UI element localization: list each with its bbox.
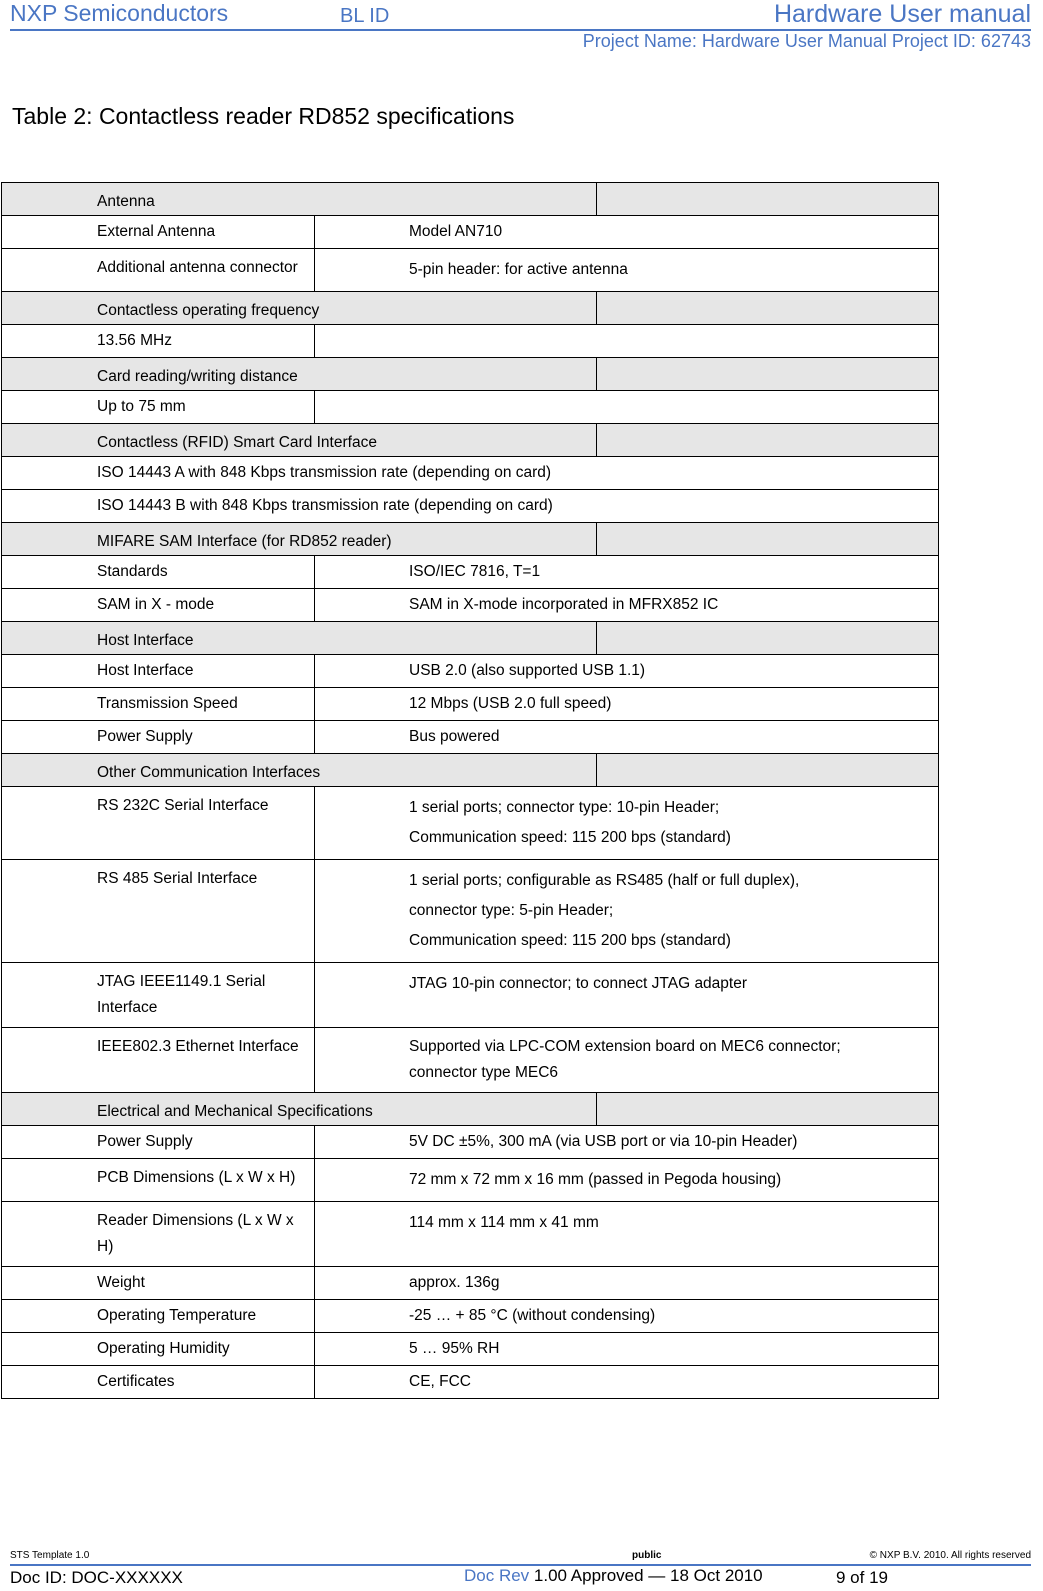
table-row xyxy=(2,490,939,523)
section-empty-cell xyxy=(597,358,939,391)
footer-doc-rev-value: 1.00 Approved — 18 Oct 2010 xyxy=(533,1566,763,1585)
row-label: Up to 75 mm xyxy=(97,398,186,415)
row-value xyxy=(315,1126,938,1151)
value-cell xyxy=(315,860,939,963)
value-line: 5V DC ±5%, 300 mA (via USB port or via 10-pin Header) xyxy=(409,1133,798,1150)
row-label: Host Interface xyxy=(97,662,194,679)
row-label: 13.56 MHz xyxy=(97,332,172,349)
specifications-table xyxy=(1,182,939,1399)
value-cell xyxy=(315,655,939,688)
row-text: ISO 14443 A with 848 Kbps transmission rate (depending on card) xyxy=(97,464,552,481)
row-label: SAM in X - mode xyxy=(97,596,215,613)
value-cell xyxy=(315,1300,939,1333)
row-value xyxy=(315,1159,938,1201)
value-line: CE, FCC xyxy=(409,1373,471,1390)
label-cell xyxy=(2,963,315,1028)
value-line: ISO/IEC 7816, T=1 xyxy=(409,563,541,580)
row-label: Certificates xyxy=(97,1373,175,1390)
header-title: Hardware User manual xyxy=(773,0,1031,28)
value-line: SAM in X-mode incorporated in MFRX852 IC xyxy=(409,596,719,613)
row-value xyxy=(315,1333,938,1358)
table-row xyxy=(2,391,939,424)
value-line: connector type MEC6 xyxy=(409,1064,559,1081)
value-cell xyxy=(315,688,939,721)
section-header-row xyxy=(2,754,939,787)
label-cell xyxy=(2,860,315,963)
row-label: IEEE802.3 Ethernet Interface xyxy=(97,1038,299,1055)
value-line: Supported via LPC-COM extension board on MEC6 connector; xyxy=(409,1038,841,1055)
row-value xyxy=(315,391,938,398)
value-cell xyxy=(315,1366,939,1399)
row-value xyxy=(315,1028,938,1092)
section-title: Antenna xyxy=(97,193,155,210)
section-header-row xyxy=(2,183,939,216)
table-row xyxy=(2,787,939,860)
row-value xyxy=(315,1202,938,1244)
value-line: Model AN710 xyxy=(409,223,503,240)
value-cell xyxy=(315,963,939,1028)
section-title-cell xyxy=(2,183,597,216)
value-line: JTAG 10-pin connector; to connect JTAG adapter xyxy=(409,975,748,992)
section-empty-cell xyxy=(597,292,939,325)
value-line: USB 2.0 (also supported USB 1.1) xyxy=(409,662,646,679)
section-title-cell xyxy=(2,1093,597,1126)
row-label: Reader Dimensions (L x W x H) xyxy=(97,1212,294,1255)
row-value xyxy=(315,325,938,332)
value-cell xyxy=(315,1159,939,1202)
value-line: 5 … 95% RH xyxy=(409,1340,500,1357)
value-cell xyxy=(315,787,939,860)
table-row xyxy=(2,325,939,358)
row-text: ISO 14443 B with 848 Kbps transmission rate (depending on card) xyxy=(97,497,553,514)
row-value xyxy=(315,1267,938,1292)
label-cell xyxy=(2,325,315,358)
row-label: Power Supply xyxy=(97,728,193,745)
table-row xyxy=(2,457,939,490)
row-label: Operating Humidity xyxy=(97,1340,230,1357)
footer-doc-rev xyxy=(464,1566,763,1586)
label-cell xyxy=(2,391,315,424)
table-caption: Table 2: Contactless reader RD852 specifications xyxy=(12,103,515,129)
section-title-cell xyxy=(2,424,597,457)
section-empty-cell xyxy=(597,183,939,216)
table-row xyxy=(2,688,939,721)
section-title: Contactless operating frequency xyxy=(97,302,320,319)
row-value xyxy=(315,963,938,1005)
value-line: approx. 136g xyxy=(409,1274,500,1291)
label-cell xyxy=(2,249,315,292)
section-title-cell xyxy=(2,358,597,391)
value-cell xyxy=(315,556,939,589)
section-title: Electrical and Mechanical Specifications xyxy=(97,1103,373,1120)
row-value xyxy=(315,556,938,581)
value-cell xyxy=(315,249,939,292)
section-empty-cell xyxy=(597,523,939,556)
section-empty-cell xyxy=(597,1093,939,1126)
label-cell xyxy=(2,556,315,589)
header-project-line: Project Name: Hardware User Manual Project ID: 62743 xyxy=(582,31,1031,51)
section-title-cell xyxy=(2,622,597,655)
value-line: Communication speed: 115 200 bps (standard) xyxy=(409,829,731,846)
table-row xyxy=(2,655,939,688)
value-cell xyxy=(315,1126,939,1159)
section-header-row xyxy=(2,1093,939,1126)
label-cell xyxy=(2,1202,315,1267)
row-label: PCB Dimensions (L x W x H) xyxy=(97,1169,296,1186)
row-value xyxy=(315,1300,938,1325)
row-value xyxy=(315,721,938,746)
row-value xyxy=(315,787,938,859)
label-cell xyxy=(2,1028,315,1093)
value-line: Bus powered xyxy=(409,728,500,745)
section-title-cell xyxy=(2,754,597,787)
label-cell xyxy=(2,1159,315,1202)
value-cell xyxy=(315,721,939,754)
value-cell xyxy=(315,1267,939,1300)
value-cell xyxy=(315,391,939,424)
section-title-cell xyxy=(2,292,597,325)
section-header-row xyxy=(2,424,939,457)
row-label: External Antenna xyxy=(97,223,216,240)
section-header-row xyxy=(2,358,939,391)
table-row xyxy=(2,216,939,249)
footer-doc-rev-label: Doc Rev xyxy=(464,1566,530,1585)
row-label: Additional antenna connector xyxy=(97,259,298,276)
row-label: Standards xyxy=(97,563,168,580)
label-cell xyxy=(2,655,315,688)
section-title: Other Communication Interfaces xyxy=(97,764,321,781)
table-row xyxy=(2,1159,939,1202)
row-value xyxy=(315,589,938,614)
section-title: Contactless (RFID) Smart Card Interface xyxy=(97,434,377,451)
table-row xyxy=(2,1126,939,1159)
section-empty-cell xyxy=(597,424,939,457)
section-empty-cell xyxy=(597,622,939,655)
value-line: 114 mm x 114 mm x 41 mm xyxy=(409,1214,599,1231)
full-width-cell xyxy=(2,490,939,523)
label-cell xyxy=(2,1366,315,1399)
value-cell xyxy=(315,1202,939,1267)
table-row xyxy=(2,1366,939,1399)
row-label: Operating Temperature xyxy=(97,1307,257,1324)
row-value xyxy=(315,688,938,713)
section-empty-cell xyxy=(597,754,939,787)
footer-doc-id: Doc ID: DOC-XXXXXX xyxy=(10,1568,183,1587)
value-line: 1 serial ports; connector type: 10-pin Header; xyxy=(409,799,720,816)
full-width-cell xyxy=(2,457,939,490)
label-cell xyxy=(2,1333,315,1366)
row-value xyxy=(315,249,938,291)
section-header-row xyxy=(2,622,939,655)
row-label: RS 485 Serial Interface xyxy=(97,870,258,887)
table-row xyxy=(2,1267,939,1300)
row-value xyxy=(315,655,938,680)
row-value xyxy=(315,860,938,962)
section-title: Host Interface xyxy=(97,632,194,649)
value-line: 1 serial ports; configurable as RS485 (half or full duplex), xyxy=(409,872,800,889)
label-cell xyxy=(2,1267,315,1300)
label-cell xyxy=(2,216,315,249)
header-company: NXP Semiconductors xyxy=(10,0,229,26)
row-label: Weight xyxy=(97,1274,145,1291)
table-row xyxy=(2,963,939,1028)
label-cell xyxy=(2,787,315,860)
value-cell xyxy=(315,1028,939,1093)
value-cell xyxy=(315,325,939,358)
table-row xyxy=(2,721,939,754)
section-title: MIFARE SAM Interface (for RD852 reader) xyxy=(97,533,392,550)
table-row xyxy=(2,1028,939,1093)
value-line: 5-pin header: for active antenna xyxy=(409,261,628,278)
row-value xyxy=(315,1366,938,1391)
table-row xyxy=(2,860,939,963)
footer-classification: public xyxy=(632,1550,662,1561)
section-header-row xyxy=(2,292,939,325)
footer-page-number: 9 of 19 xyxy=(836,1568,888,1587)
label-cell xyxy=(2,688,315,721)
value-line: -25 … + 85 °C (without condensing) xyxy=(409,1307,656,1324)
value-line: 72 mm x 72 mm x 16 mm (passed in Pegoda housing) xyxy=(409,1171,782,1188)
header-bl-id: BL ID xyxy=(340,5,390,27)
value-cell xyxy=(315,1333,939,1366)
row-label: Power Supply xyxy=(97,1133,193,1150)
footer-copyright: © NXP B.V. 2010. All rights reserved xyxy=(869,1550,1031,1561)
table-row xyxy=(2,556,939,589)
value-line: connector type: 5-pin Header; xyxy=(409,902,614,919)
value-cell xyxy=(315,216,939,249)
table-row xyxy=(2,1202,939,1267)
label-cell xyxy=(2,1300,315,1333)
footer-template: STS Template 1.0 xyxy=(10,1550,90,1561)
row-value xyxy=(315,216,938,241)
row-label: JTAG IEEE1149.1 Serial Interface xyxy=(97,973,266,1016)
row-label: RS 232C Serial Interface xyxy=(97,797,269,814)
section-header-row xyxy=(2,523,939,556)
value-line: Communication speed: 115 200 bps (standard) xyxy=(409,932,731,949)
value-line: 12 Mbps (USB 2.0 full speed) xyxy=(409,695,612,712)
table-row xyxy=(2,249,939,292)
label-cell xyxy=(2,589,315,622)
row-label: Transmission Speed xyxy=(97,695,238,712)
value-cell xyxy=(315,589,939,622)
label-cell xyxy=(2,1126,315,1159)
section-title-cell xyxy=(2,523,597,556)
section-title: Card reading/writing distance xyxy=(97,368,298,385)
table-row xyxy=(2,1300,939,1333)
table-row xyxy=(2,589,939,622)
table-row xyxy=(2,1333,939,1366)
label-cell xyxy=(2,721,315,754)
